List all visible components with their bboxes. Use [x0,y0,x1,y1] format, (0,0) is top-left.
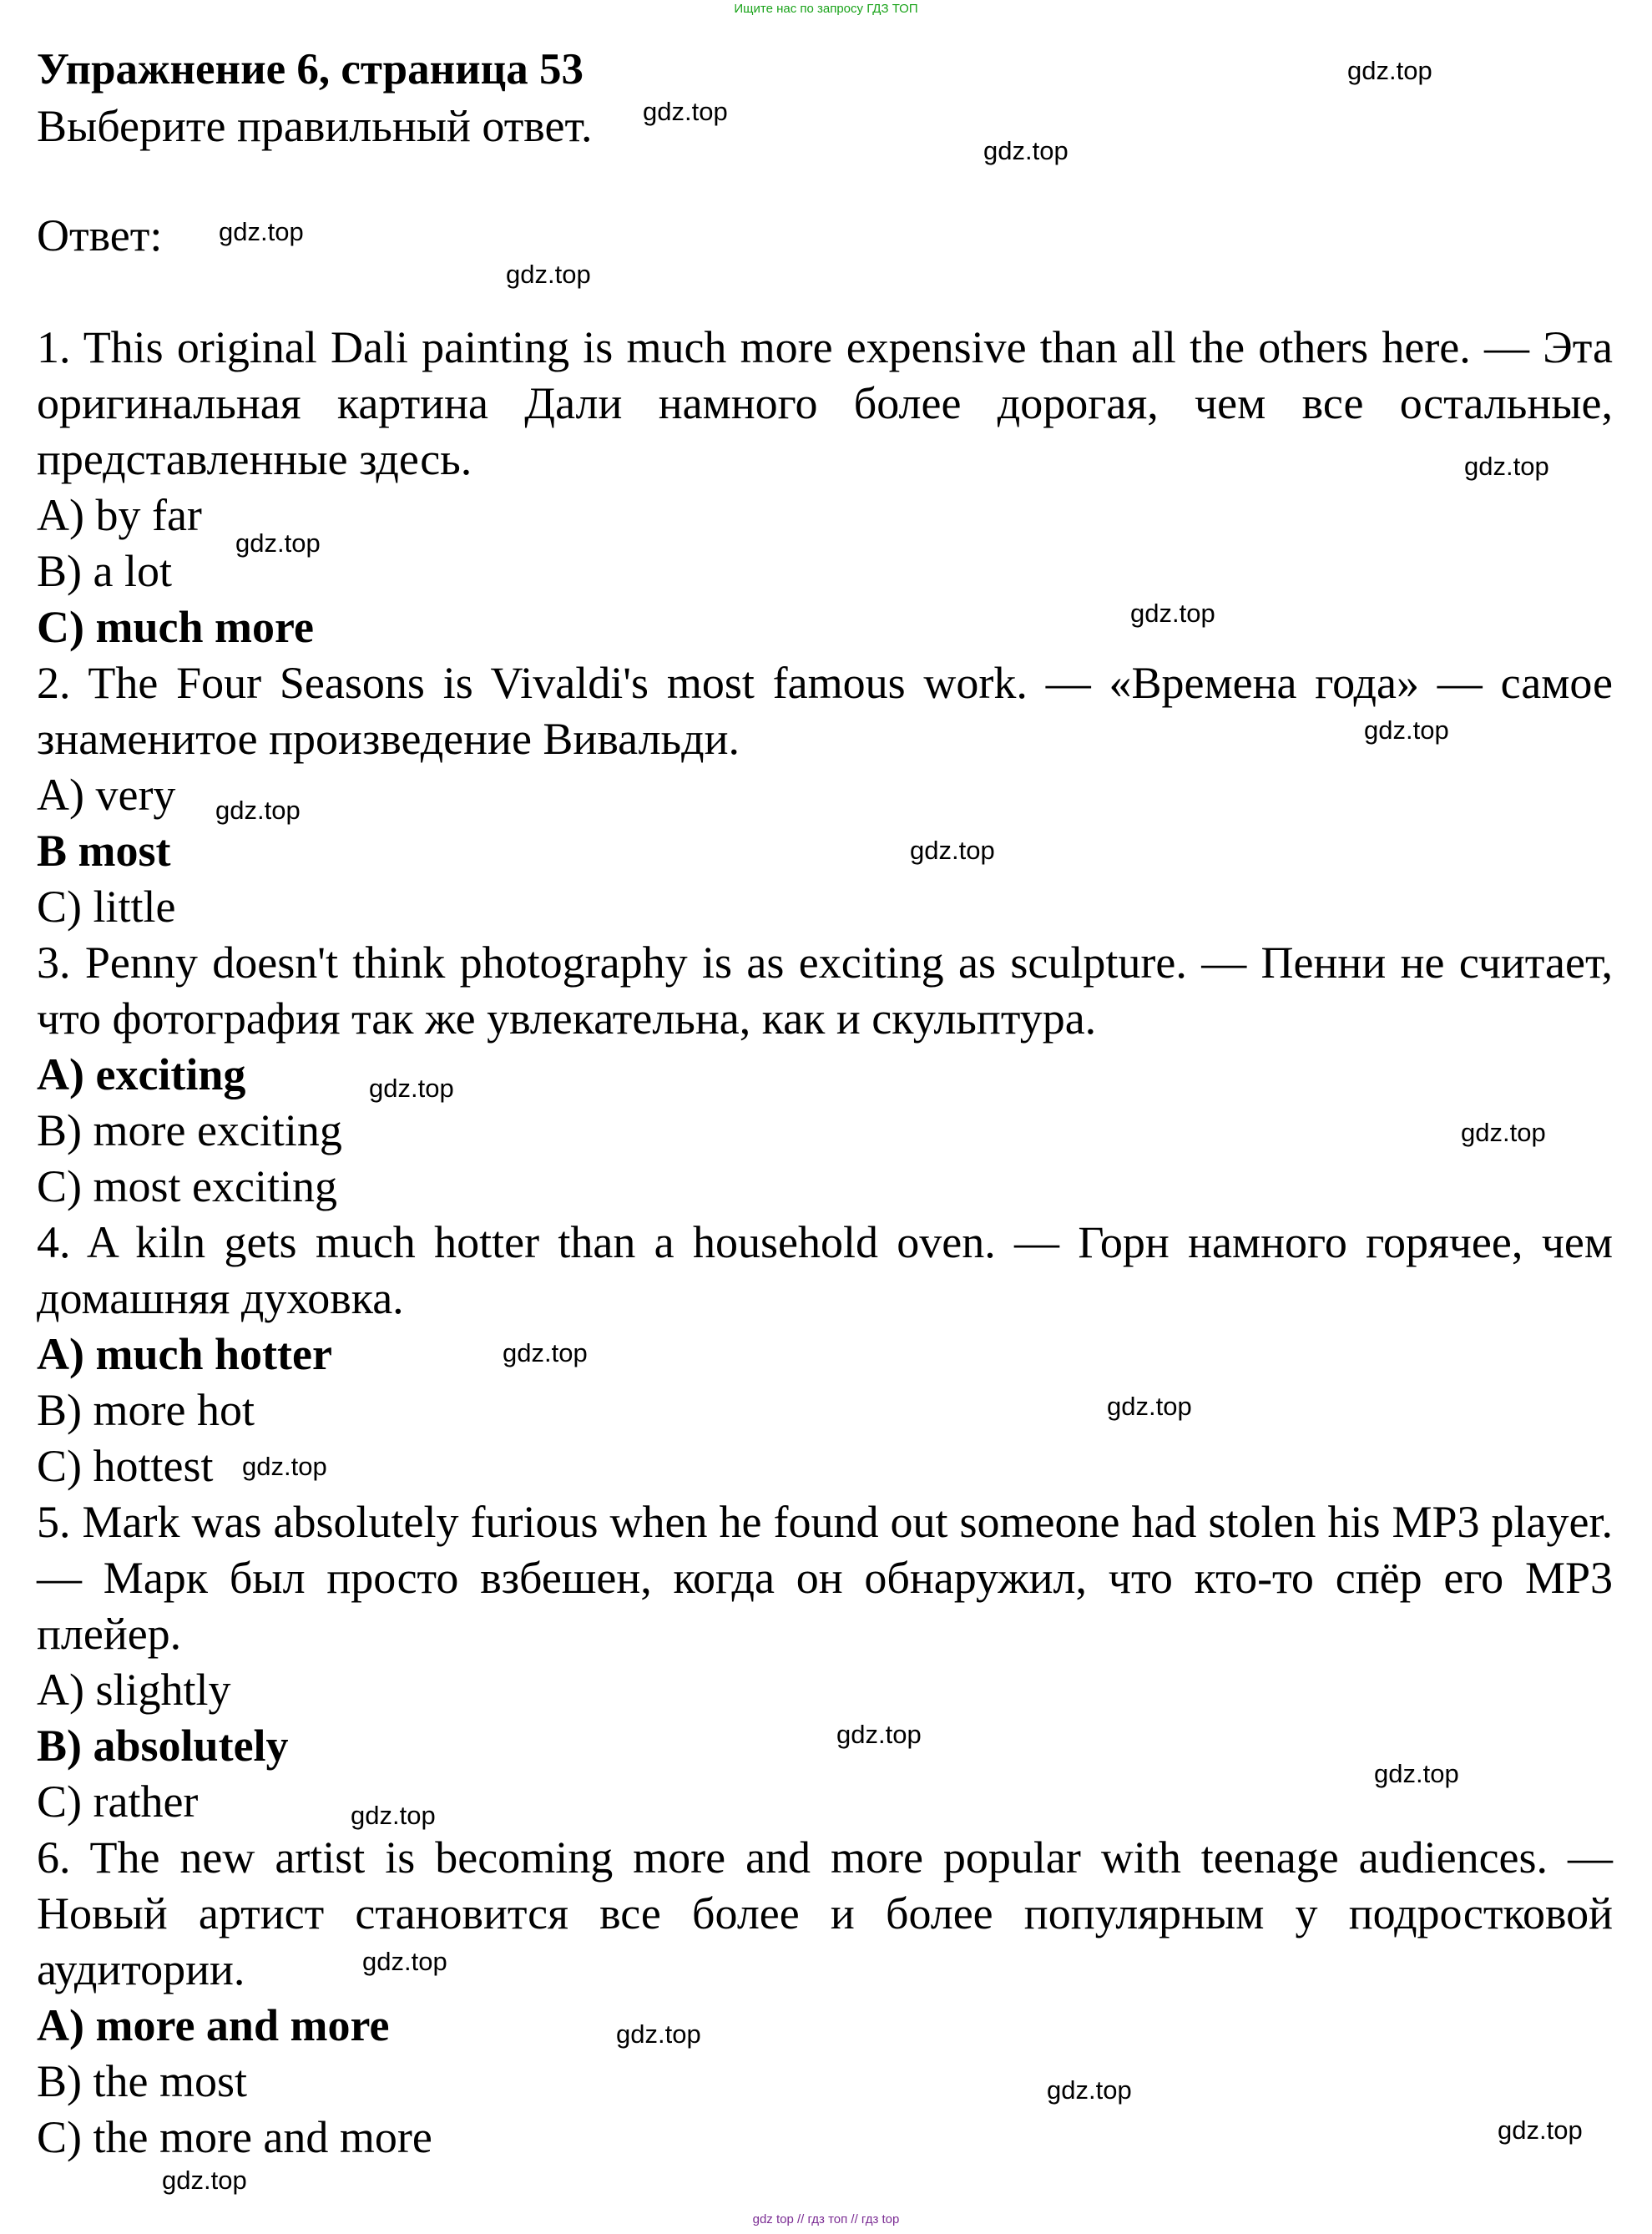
question-text: 4. A kiln gets much hotter than a household oven. — Горн намного горячее, чем домашняя духовка. [37,1217,1613,1323]
watermark: gdz.top [643,97,728,126]
instruction-text: Выберите правильный ответ. [37,101,593,151]
question-text: 6. The new artist is becoming more and more popular with teenage audiences. — Новый артист становится все более и более популярным у подростковой аудитории. [37,1832,1613,1994]
watermark: gdz.top [235,528,321,558]
answer-option-correct: B) absolutely [37,1721,289,1771]
watermark: gdz.top [1047,2075,1132,2105]
watermark: gdz.top [1464,452,1549,481]
watermark: gdz.top [616,2019,701,2049]
answer-option: C) most exciting [37,1161,337,1211]
answer-option: C) the more and more [37,2112,432,2162]
watermark: gdz.top [1364,715,1449,745]
answer-option: B) more exciting [37,1105,342,1155]
answer-option: C) rather [37,1777,199,1827]
watermark: gdz.top [506,260,591,289]
question-text: 5. Mark was absolutely furious when he found out someone had stolen his MP3 player. — Марк был просто взбешен, когда он обнаружил, что кто-то спёр его MP3 плейер. [37,1497,1613,1659]
answer-option-correct: B most [37,826,171,876]
answer-option: A) by far [37,490,202,540]
watermark: gdz.top [1498,2115,1583,2145]
answer-option-correct: A) more and more [37,2000,390,2050]
watermark: gdz.top [503,1338,588,1367]
question-list [37,320,1613,2166]
watermark: gdz.top [836,1720,922,1749]
watermark: gdz.top [369,1074,454,1103]
watermark: gdz.top [219,217,304,246]
watermark: gdz.top [362,1947,447,1976]
watermark: gdz.top [983,136,1068,165]
watermark: gdz.top [1461,1118,1546,1147]
question-item [37,935,1613,1215]
watermark: gdz.top [1130,599,1215,628]
answer-label: Ответ: [37,210,163,260]
answer-option: A) very [37,770,176,820]
watermark: gdz.top [1374,1759,1459,1788]
watermark: gdz.top [910,836,995,865]
question-text: 3. Penny doesn't think photography is as exciting as sculpture. — Пенни не считает, что фотография так же увлекательна, как и скульптура. [37,938,1613,1044]
watermark: gdz.top [1107,1392,1192,1421]
watermark: gdz.top [242,1452,327,1481]
watermark: gdz.top [162,2166,247,2195]
answer-option: C) hottest [37,1441,214,1491]
page-title: Упражнение 6, страница 53 [37,45,584,94]
question-item [37,1830,1613,2166]
question-text: 1. This original Dali painting is much more expensive than all the others here. — Эта оригинальная картина Дали намного более дорогая, чем все остальные, представленные здесь. [37,322,1613,484]
watermark: gdz.top [1347,56,1432,85]
question-item [37,320,1613,655]
answer-option-correct: A) much hotter [37,1329,332,1379]
answer-option-correct: A) exciting [37,1049,246,1099]
top-search-note: Ищите нас по запросу ГДЗ ТОП [734,2,918,16]
question-text: 2. The Four Seasons is Vivaldi's most famous work. — «Времена года» — самое знаменитое произведение Вивальди. [37,658,1613,764]
answer-option: C) little [37,882,176,932]
exercise-content [37,40,1613,2166]
answer-option: B) more hot [37,1385,255,1435]
watermark: gdz.top [215,796,301,825]
answer-option: A) slightly [37,1665,231,1715]
answer-option: B) a lot [37,546,172,596]
watermark: gdz.top [351,1801,436,1830]
answer-option: B) the most [37,2056,247,2106]
bottom-footer-note: gdz top // гдз топ // гдз top [752,2212,900,2226]
answer-option-correct: C) much more [37,602,314,652]
